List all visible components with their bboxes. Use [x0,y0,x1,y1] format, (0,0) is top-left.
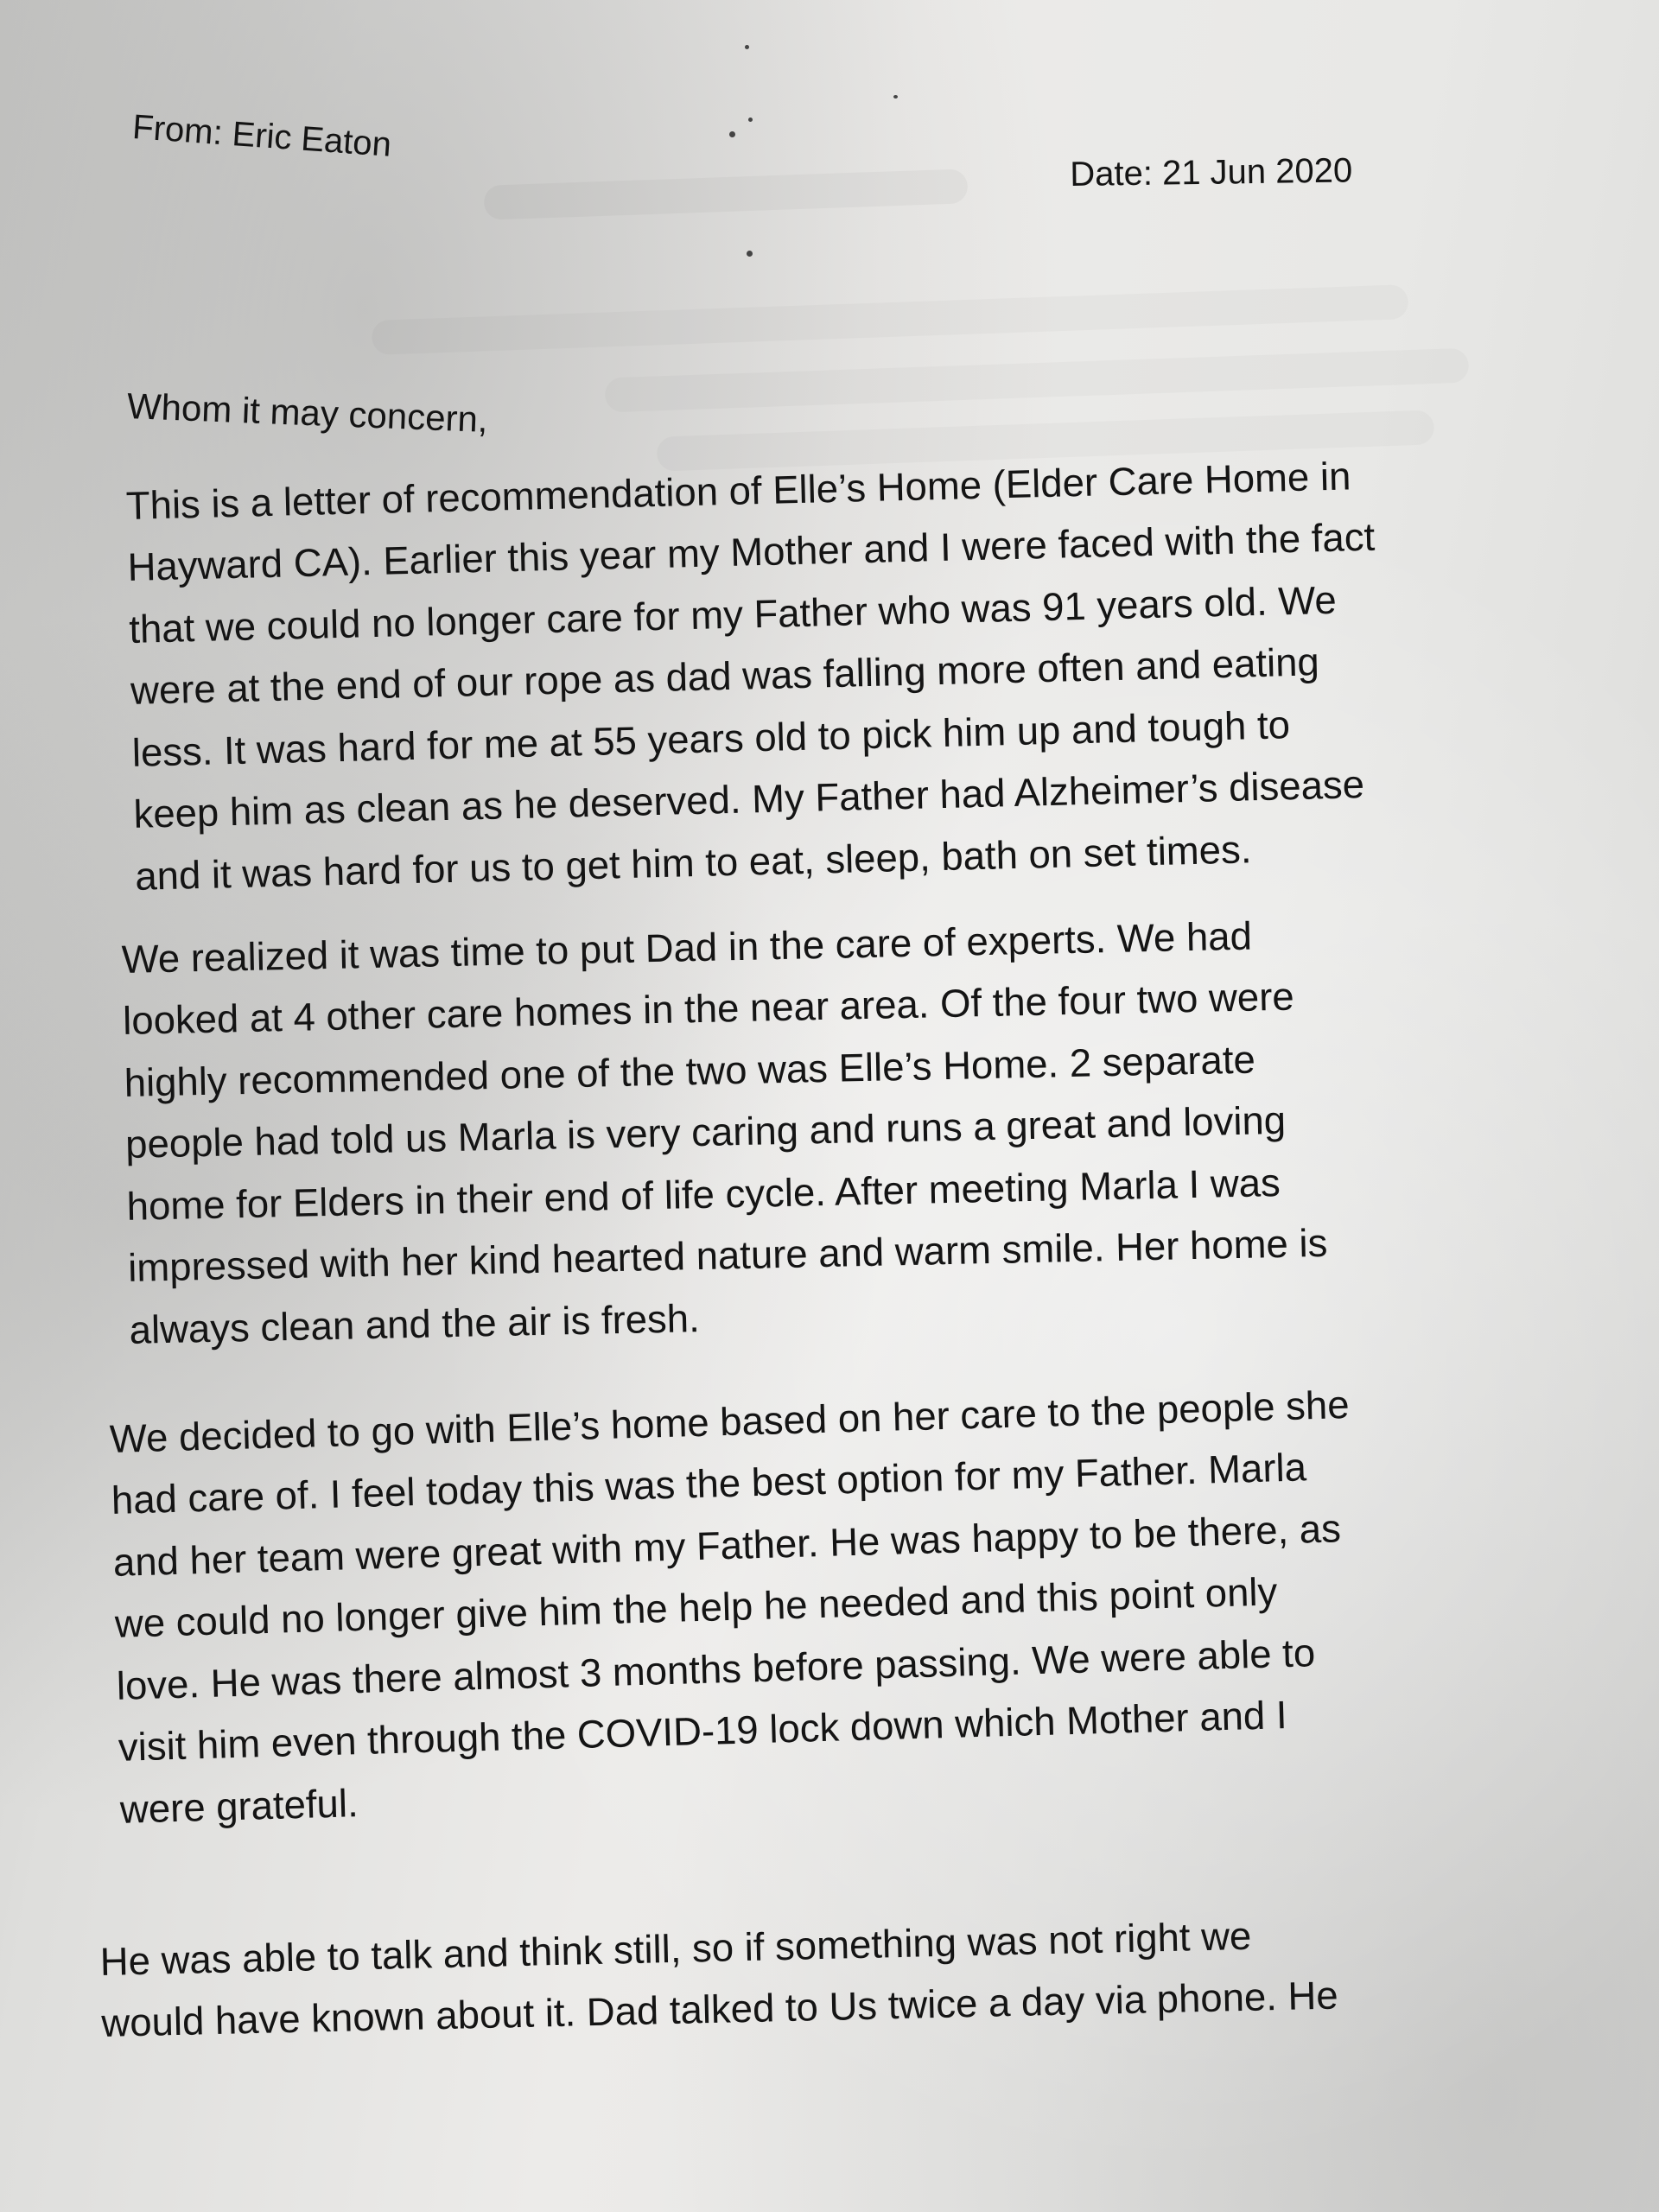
paragraph-line: people had told us Marla is very caring and runs a great and loving [124,1098,1287,1167]
paragraph-line: We decided to go with Elle’s home based on her care to the people she [109,1382,1351,1461]
paragraph-line: keep him as clean as he deserved. My Father had Alzheimer’s disease [132,762,1365,836]
salutation: Whom it may concern, [126,385,489,441]
paragraph-line: love. He was there almost 3 months before passing. We were able to [116,1630,1316,1708]
paragraph-line: He was able to talk and think still, so if something was not right we [99,1913,1252,1984]
paragraph-line: had care of. I feel today this was the best option for my Father. Marla [111,1445,1307,1523]
paragraph-line: less. It was hard for me at 55 years old to pick him up and tough to [131,702,1291,775]
hole-punch-mark [893,95,898,99]
paragraph-line: and her team were great with my Father. He was happy to be there, as [112,1506,1342,1585]
hole-punch-mark [729,131,735,137]
paragraph-line: always clean and the air is fresh. [129,1295,701,1352]
from-line: From: Eric Eaton [130,108,393,164]
date-line: Date: 21 Jun 2020 [1070,151,1353,194]
paragraph-line: were grateful. [119,1780,359,1832]
paragraph-line: highly recommended one of the two was Elle’s Home. 2 separate [124,1037,1256,1105]
paragraph-line: would have known about it. Dad talked to Us twice a day via phone. He [100,1973,1339,2046]
paragraph-line: We realized it was time to put Dad in the care of experts. We had [121,913,1253,982]
hole-punch-mark [747,251,753,257]
show-through-shadow [372,284,1409,355]
paragraph-line: looked at 4 other care homes in the near area. Of the four two were [122,975,1295,1044]
paragraph-4 [99,1904,1338,2055]
show-through-shadow [605,348,1470,413]
paragraph-1 [125,445,1383,907]
paragraph-line: This is a letter of recommendation of Elle’s Home (Elder Care Home in [125,454,1351,528]
hole-punch-mark [748,118,753,122]
paragraph-line: that we could no longer care for my Father who was 91 years old. We [128,577,1338,652]
paragraph-line: and it was hard for us to get him to eat, sleep, bath on set times. [134,826,1252,899]
paragraph-line: impressed with her kind hearted nature and warm smile. Her home is [127,1220,1328,1291]
paragraph-line: Hayward CA). Earlier this year my Mother and I were faced with the fact [126,515,1376,590]
hole-punch-mark [745,45,749,49]
paragraph-line: were at the end of our rope as dad was falling more often and eating [130,639,1320,714]
paragraph-2 [121,904,1330,1361]
paragraph-line: home for Elders in their end of life cycle. After meeting Marla I was [126,1160,1281,1229]
paragraph-3 [109,1374,1360,1840]
paragraph-line: we could no longer give him the help he needed and this point only [114,1569,1278,1647]
paragraph-line: visit him even through the COVID-19 lock down which Mother and I [118,1693,1288,1770]
show-through-shadow [483,168,968,220]
